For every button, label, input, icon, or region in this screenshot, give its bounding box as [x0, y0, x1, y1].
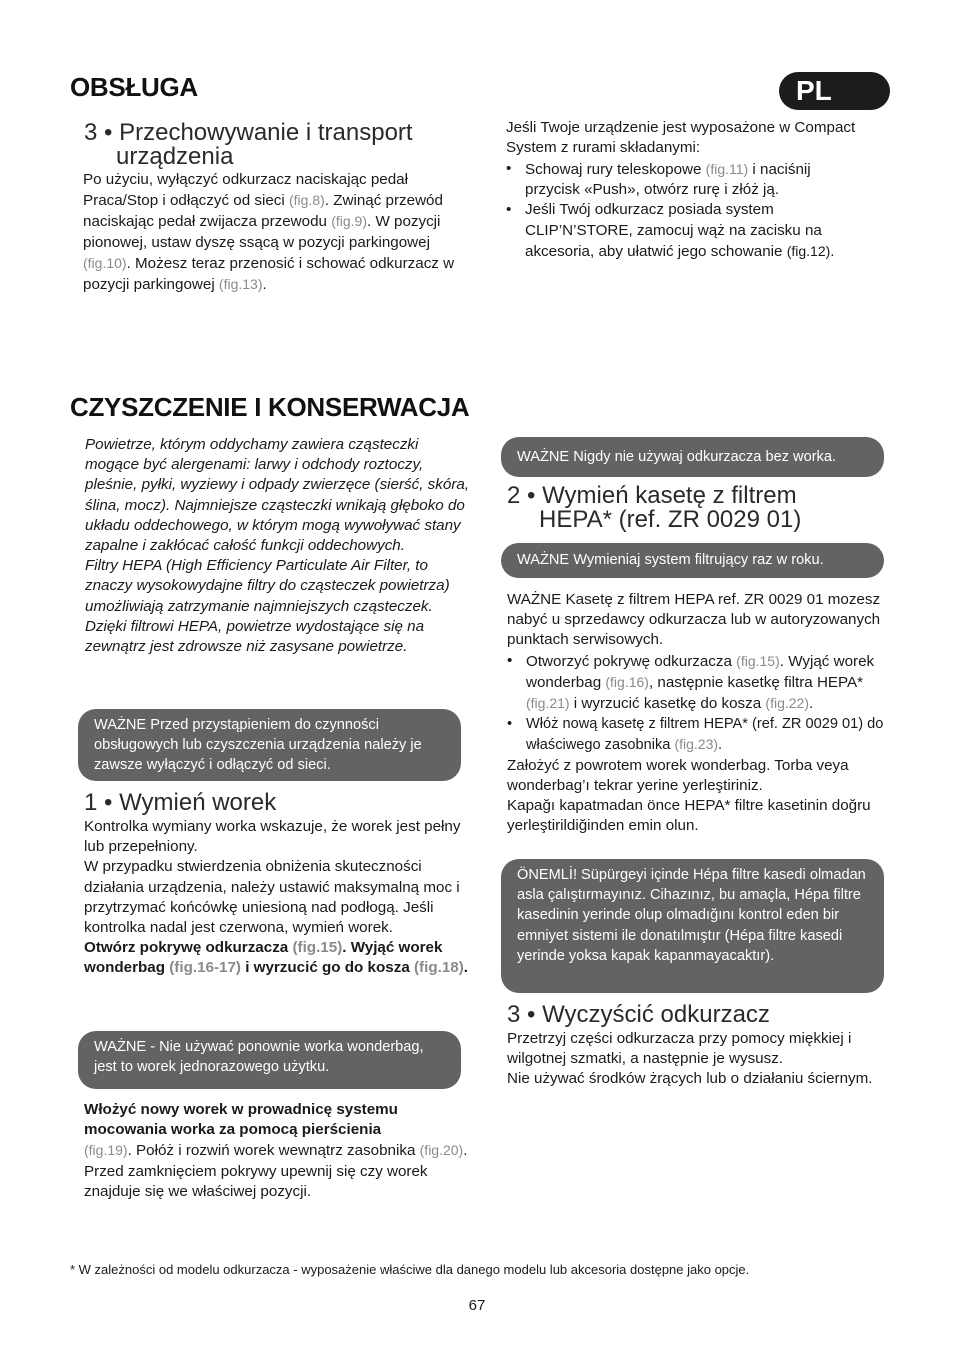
figure-ref: (fig.15) — [292, 939, 343, 957]
text-run: Włożyć nowy worek w prowadnicę systemu mocowania worka za pomocą pierścienia — [84, 1101, 398, 1139]
subsection-title-hepa — [507, 484, 887, 532]
text-run: . Wyjąć worek wonderbag — [84, 939, 443, 977]
text-run: Otwórz pokrywę odkurzacza — [84, 939, 293, 957]
compact-system-intro: Jeśli Twoje urządzenie jest wyposażone w Compact System z rurami składanymi: — [506, 119, 856, 157]
subsection-title-storage: 3 • Przechowywanie i transport urządzenia — [84, 121, 484, 169]
compact-system-list — [506, 159, 856, 262]
warning-box-turkish: ÖNEMLİ! Süpürgeyi içinde Hépa filtre kasedi olmadan asla çalıştırmayınız. Cihazınız, bu amaçla, Hépa filtre kasedinin yerinde olup olmadığını kontrol eden bir emniyet sistemi ile donatılmıştır (Hépa filtre kasedi yerinde yoksa kapak kapanmayacaktır). — [501, 859, 884, 993]
text-run: Włóż nową kasetę z filtrem HEPA* (ref. ZR 0029 01) do właściwego zasobnika — [526, 716, 884, 754]
hepa-text — [507, 590, 887, 836]
text-run: . Wyjąć worek wonderbag — [526, 652, 875, 691]
figure-ref: (fig.21) — [526, 695, 570, 712]
text-run: . Możesz teraz przenosić i schować odkurzacz w pozycji parkingowej — [83, 254, 455, 294]
paragraph: Założyć z powrotem worek wonderbag. Torba veya wonderbag’ı tekrar yerine yerleştiriniz. — [507, 756, 849, 794]
figure-ref: (fig.18) — [413, 959, 464, 977]
subsection-title-line2: urządzenia — [116, 143, 234, 170]
section-title-cleaning: CZYSZCZENIE I KONSERWACJA — [70, 392, 470, 422]
paragraph: Kontrolka wymiany worka wskazuje, że worek jest pełny lub przepełniony. — [84, 818, 461, 856]
text-run: Po użyciu, wyłączyć odkurzacz naciskając pedał Praca/Stop i odłączyć od sieci — [83, 171, 408, 210]
figure-ref: (fig.22) — [765, 695, 809, 712]
figure-ref: (fig.10) — [83, 254, 127, 271]
text-run: . Zwinąć przewód naciskając pedał zwijacza przewodu — [83, 192, 443, 231]
paragraph: W przypadku stwierdzenia obniżenia skuteczności działania urządzenia, należy ustawić maksymalną moc i przytrzymać końcówkę uniesioną nad podłogą. Jeśli kontrolka nadal jest czerwona, wymień worek. — [84, 858, 460, 937]
figure-ref: (fig.23) — [674, 736, 719, 753]
paragraph: Nie używać środków żrących lub o działaniu ściernym. — [507, 1070, 873, 1088]
list-item — [506, 159, 856, 200]
footnote: * W zależności od modelu odkurzacza - wyposażenie właściwe dla danego modelu lub akcesoria dostępne jako opcje. — [70, 1262, 750, 1277]
text-run: i naciśnij przycisk «Push», otwórz rurę i złóż ją. — [525, 161, 811, 199]
warning-box-single-use: WAŻNE - Nie używać ponownie worka wonderbag, jest to worek jednorazowego użytku. — [78, 1031, 461, 1089]
text-run: Otworzyć pokrywę odkurzacza — [526, 652, 737, 670]
warning-box-yearly: WAŻNE Wymieniaj system filtrujący raz w roku. — [501, 543, 884, 578]
bold-instruction — [84, 938, 469, 978]
figure-ref: (fig.13) — [218, 276, 263, 293]
warning-box-unplug: WAŻNE Przed przystąpieniem do czynności obsługowych lub czyszczenia urządzenia należy je zawsze wyłączyć i odłączyć od sieci. — [78, 709, 461, 781]
figure-ref: (fig.11) — [705, 161, 749, 177]
insert-bag-text — [84, 1100, 469, 1202]
figure-ref: (fig.15) — [736, 652, 780, 669]
text-run: Schowaj rury teleskopowe — [525, 161, 706, 178]
allergen-intro — [85, 435, 470, 657]
text-run: . — [262, 276, 267, 294]
replace-bag-text — [84, 817, 469, 979]
subsection-number: 3 — [84, 119, 98, 146]
text-run: i wyrzucić kasetkę do kosza — [569, 695, 766, 713]
figure-ref: (fig.12) — [786, 242, 831, 259]
figure-ref: (fig.20) — [419, 1142, 464, 1159]
subsection-title-clean: 3 • Wyczyścić odkurzacz — [507, 1001, 770, 1028]
storage-paragraph — [83, 170, 478, 295]
paragraph: Kapağı kapatmadan önce HEPA* filtre kasetinin doğru yerleştirildiğinden emin olun. — [507, 797, 871, 835]
text-run: Jeśli Twój odkurzacz posiada system CLIP’N’STORE, zamocuj wąż na zacisku na akcesoria, aby ułatwić jego schowanie — [525, 201, 822, 260]
figure-ref: (fig.8) — [288, 192, 325, 209]
figure-ref: (fig.9) — [331, 213, 367, 230]
list-item — [507, 714, 887, 755]
title-line2: HEPA* (ref. ZR 0029 01) — [539, 506, 802, 533]
hepa-steps — [507, 651, 887, 756]
language-badge: PL — [779, 72, 890, 110]
clean-text — [507, 1029, 892, 1090]
text-run: . — [808, 695, 814, 713]
intro-paragraph: Filtry HEPA (High Efficiency Particulate Air Filter, to znaczy wysokowydajne filtry do cząsteczek powietrza) umożliwiają zatrzymanie najmniejszych cząsteczek. — [85, 557, 450, 615]
text-run: . — [463, 959, 469, 977]
section-title-obsluga: OBSŁUGA — [70, 72, 198, 102]
paragraph: WAŻNE Kasetę z filtrem HEPA ref. ZR 0029 01 mozesz nabyć u sprzedawcy odkurzacza lub w autoryzowanych punktach serwisowych. — [507, 591, 881, 649]
subsection-title-replace-bag: 1 • Wymień worek — [84, 789, 277, 816]
text-run: . — [830, 242, 835, 260]
text-run: i wyrzucić go do kosza — [240, 959, 414, 977]
page-number: 67 — [468, 1297, 486, 1314]
list-item — [506, 200, 856, 262]
intro-paragraph: Dzięki filtrowi HEPA, powietrze wydostające się na zewnątrz jest zdrowsze niż zasysane powietrze. — [85, 617, 425, 656]
intro-paragraph: Powietrze, którym oddychamy zawiera cząsteczki mogące być alergenami: larwy i odchody roztoczy, pleśnie, pyłki, wyziewy i odpady zwierzęce (sierść, skóra, ślina, mocz). Najmniejsze cząsteczki wnikają głęboko do układu oddechowego, w którym mogą wywoływać stany zapalne i zakłócać całość funkcji oddechowych. — [85, 436, 470, 555]
list-item — [507, 651, 887, 715]
text-run: . W pozycji pionowej, ustaw dyszę ssącą w pozycji parkingowej — [83, 213, 441, 251]
figure-ref: (fig.16) — [605, 673, 649, 690]
warning-box-no-bag: WAŻNE Nigdy nie używaj odkurzacza bez worka. — [501, 437, 884, 477]
text-run: . Połóż i rozwiń worek wewnątrz zasobnika — [127, 1142, 420, 1160]
text-run: . — [718, 737, 723, 754]
text-run: . Przed zamknięciem pokrywy upewnij się czy worek znajduje się we właściwej pozycji. — [84, 1142, 468, 1200]
title-line1: 2 • Wymień kasetę z filtrem — [507, 482, 797, 509]
paragraph: Przetrzyj części odkurzacza przy pomocy miękkiej i wilgotnej szmatki, a następnie je wysusz. — [507, 1030, 852, 1068]
figure-ref: (fig.19) — [84, 1142, 128, 1159]
text-run: , następnie kasetkę filtra HEPA* — [648, 673, 864, 691]
subsection-title-line1: Przechowywanie i transport — [119, 119, 413, 146]
figure-ref: (fig.16-17) — [169, 959, 241, 977]
